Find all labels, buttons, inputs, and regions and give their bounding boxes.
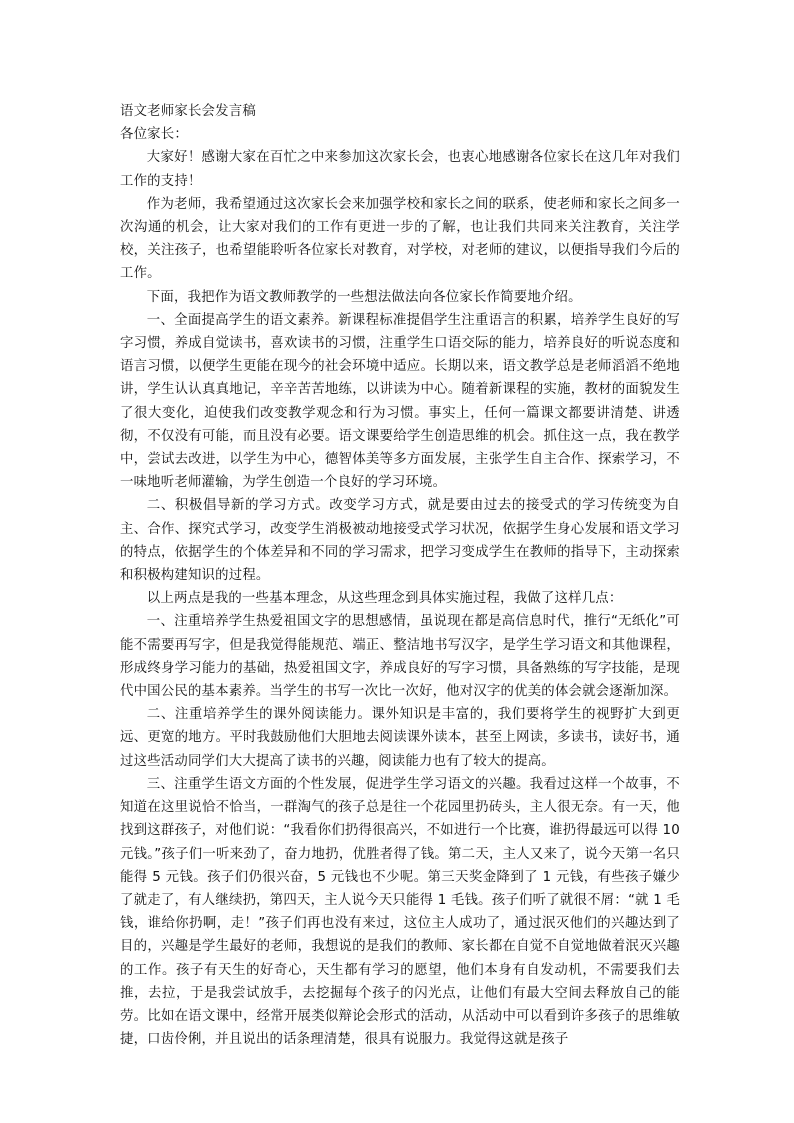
paragraph: 一、注重培养学生热爱祖国文字的思想感情，虽说现在都是高信息时代，推行“无纸化”可能不需要再写字，但是我觉得能规范、端正、整洁地书写汉字，是学生学习语文和其他课程，形成终身学习能力的基础，热爱祖国文字，养成良好的写字习惯，具备熟练的写字技能，是现代中国公民的基本素养。当学生的书写一次比一次好，他对汉字的优美的体会就会逐渐加深。 bbox=[120, 614, 680, 700]
paragraph: 大家好！感谢大家在百忙之中来参加这次家长会，也衷心地感谢各位家长在这几年对我们工作的支持！ bbox=[120, 150, 680, 189]
salutation: 各位家长： bbox=[120, 127, 188, 143]
paragraph: 下面，我把作为语文教师教学的一些想法做法向各位家长作简要地介绍。 bbox=[146, 289, 582, 305]
paragraph: 一、全面提高学生的语文素养。新课程标准提倡学生注重语言的积累，培养学生良好的写字习惯，养成自觉读书，喜欢读书的习惯，注重学生口语交际的能力，培养良好的听说态度和语言习惯，以便学生更能在现今的社会环境中适应。长期以来，语文教学总是老师滔滔不绝地讲，学生认认真真地记，辛辛苦苦地练，以讲读为中心。随着新课程的实施，教材的面貌发生了很大变化，迫使我们改变教学观念和行为习惯。事实上，任何一篇课文都要讲清楚、讲透彻，不仅没有可能，而且没有必要。语文课要给学生创造思维的机会。抓住这一点，我在教学中，尝试去改进，以学生为中心，德智体美等多方面发展，主张学生自主合作、探索学习，不一味地听老师灌输，为学生创造一个良好的学习环境。 bbox=[120, 312, 680, 491]
paragraph: 三、注重学生语文方面的个性发展，促进学生学习语文的兴趣。我看过这样一个故事，不知道在这里说恰不恰当，一群淘气的孩子总是往一个花园里扔砖头，主人很无奈。有一天，他找到这群孩子，对他们说：“我看你们扔得很高兴，不如进行一个比赛，谁扔得最远可以得 10 元钱。”孩子们一听来劲了，奋力地扔，优胜者得了钱。第二天，主人又来了，说今天第一名只能得 5 元钱。孩子们仍很兴奋，5 元钱也不少呢。第三天奖金降到了 1 元钱，有些孩子嫌少了就走了，有人继续扔，第四天，主人说今天只能得 1 毛钱。孩子们听了就很不屑：“就 1 毛钱，谁给你扔啊，走！”孩子们再也没有来过，这位主人成功了，通过泯灭他们的兴趣达到了目的，兴趣是学生最好的老师，我想说的是我们的教师、家长都在自觉不自觉地做着泯灭兴趣的工作。孩子有天生的好奇心，天生都有学习的愿望，他们本身有自发动机，不需要我们去推，去拉，于是我尝试放手，去挖掘每个孩子的闪光点，让他们有最大空间去释放自己的能劳。比如在语文课中，经常开展类似辩论会形式的活动，从活动中可以看到许多孩子的思维敏捷，口齿伶俐，并且说出的话条理清楚，很具有说服力。我觉得这就是孩子 bbox=[120, 776, 680, 1048]
paragraph: 以上两点是我的一些基本理念，从这些理念到具体实施过程，我做了这样几点： bbox=[146, 591, 623, 607]
paragraph: 二、注重培养学生的课外阅读能力。课外知识是丰富的，我们要将学生的视野扩大到更远、更宽的地方。平时我鼓励他们大胆地去阅读课外读本，甚至上网读，多读书，读好书，通过这些活动同学们大大提高了读书的兴趣，阅读能力也有了较大的提高。 bbox=[120, 707, 680, 769]
document-title: 语文老师家长会发言稿 bbox=[120, 104, 256, 119]
paragraph: 二、积极倡导新的学习方式。改变学习方式，就是要由过去的接受式的学习传统变为自主、合作、探究式学习，改变学生消极被动地接受式学习状况，依据学生身心发展和语文学习的特点，依据学生的个体差异和不同的学习需求，把学习变成学生在教师的指导下，主动探索和积极构建知识的过程。 bbox=[120, 498, 680, 584]
paragraph: 作为老师，我希望通过这次家长会来加强学校和家长之间的联系，使老师和家长之间多一次沟通的机会，让大家对我们的工作有更进一步的了解，也让我们共同来关注教育，关注学校，关注孩子，也希望能聆听各位家长对教育，对学校，对老师的建议，以便指导我们今后的工作。 bbox=[120, 196, 680, 282]
document-page bbox=[120, 100, 680, 1051]
